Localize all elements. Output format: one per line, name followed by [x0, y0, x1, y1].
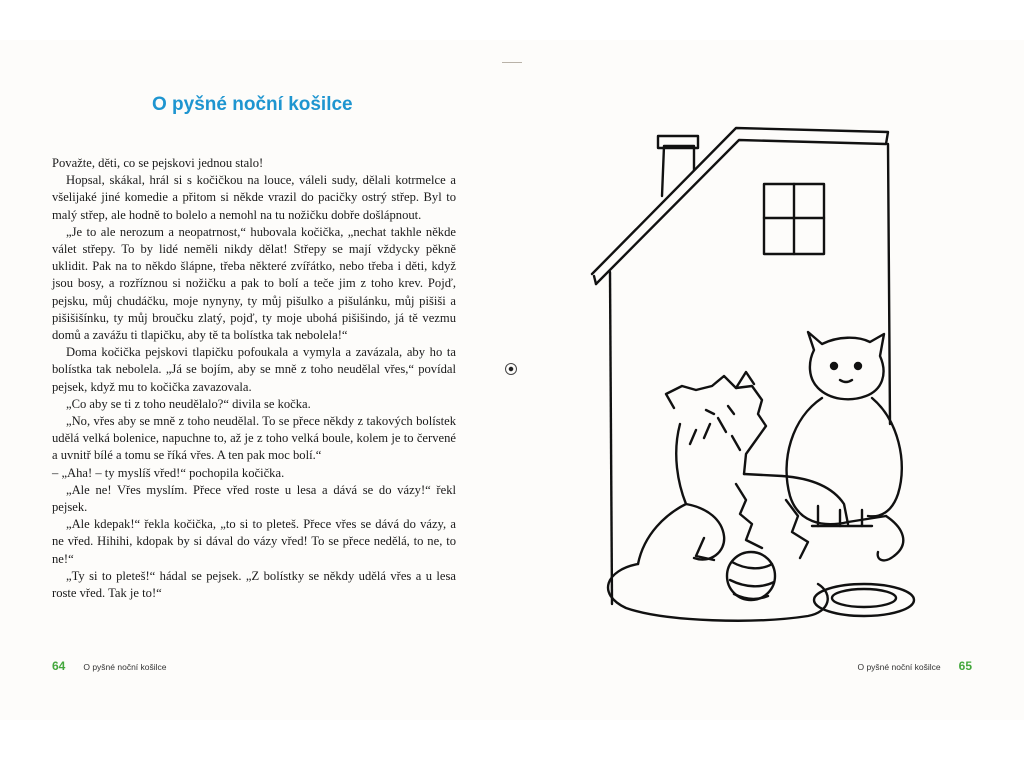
paragraph: Doma kočička pejskovi tlapičku pofoukala a vymyla a zavázala, aby ho ta bolístka tak nebolela. „Já se bojím, aby se mně z toho neudělal vřes,“ povídal pejsek, když mu to kočička zavazovala.: [52, 345, 456, 394]
paragraph: „Je to ale nerozum a neopatrnost,“ hubovala kočička, „nechat takhle někde válet střepy. To by lidé neměli nikdy dělat! Střepy se mají vždycky pěkně uklidit. Pak na to někdo šlápne, třeba některé zvířátko, nebo třeba i děti, když jsou bosy, a rozříznou si nožičku a pak to bolí a teče jim z toho krev. Pojď, pejsku, můj chudáčku, moje nynyny, ty můj pišulko a pišulánku, můj pišiši a pišišišínku, ty můj broučku zlatý, pojď, ty moje ubohá pišišindo, já tě vezmu domů a zavážu ti tlapičku, aby tě ta bolístka tak nebolela!“: [52, 224, 456, 343]
house-wall: [610, 272, 612, 604]
paragraph: „Co aby se ti z toho neudělalo?“ divila se kočka.: [66, 396, 311, 411]
page-number-left: 64: [52, 659, 66, 673]
dog-cushion: [608, 564, 828, 621]
paragraph: „Ale kdepak!“ řekla kočička, „to si to pleteš. Přece vřes se dává do vázy, a ne vřed. Hihihi, kdopak by si dával do vázy vřed! To se přece nedělá, to ne, to ne!“: [52, 517, 456, 566]
paragraph: Považte, děti, co se pejskovi jednou stalo!: [52, 156, 264, 170]
story-text: [52, 155, 456, 602]
right-page-footer: [857, 659, 972, 673]
running-head-right: O pyšné noční košilce: [857, 662, 941, 672]
ball: [727, 552, 775, 600]
paragraph: „Ale ne! Vřes myslím. Přece vřed roste u lesa a dává se do vázy!“ řekl pejsek.: [52, 482, 456, 515]
page-number-right: 65: [958, 659, 972, 673]
house-window: [764, 184, 824, 254]
paragraph: – „Aha! – ty myslíš vřed!“ pochopila kočička.: [52, 465, 285, 480]
house-wall: [888, 144, 890, 424]
paragraph: Hopsal, skákal, hrál si s kočičkou na louce, váleli sudy, dělali kotrmelce a všelijaké jiné komedie a přitom si někde vrazil do pacičky ostrý střep. Byl to malý střep, ale hodně to bolelo a nemohl na tu nožičku dobře došlápnout.: [52, 173, 456, 222]
gutter-mark: [502, 62, 522, 63]
paragraph: „Ty si to pleteš!“ hádal se pejsek. „Z bolístky se někdy udělá vřes a u lesa roste vřed. Tak je to!“: [52, 568, 456, 601]
left-page-footer: [52, 659, 167, 673]
cat: [787, 332, 904, 560]
saucer: [814, 584, 914, 616]
running-head-left: O pyšné noční košilce: [83, 662, 167, 672]
page-title: O pyšné noční košilce: [152, 94, 353, 115]
registration-mark: [505, 363, 517, 375]
house-roof: [592, 128, 888, 284]
dog-and-cat-illustration: [586, 124, 948, 626]
paragraph: „No, vřes aby se mně z toho neudělal. To se přece někdy z takových bolístek udělá velká bolenice, napuchne to, až je z toho velká boule, kolem je to červené a uvnitř bílé a tomu se říká vřes. A ten pak moc bolí.“: [52, 414, 456, 463]
book-spread: [0, 40, 1024, 720]
